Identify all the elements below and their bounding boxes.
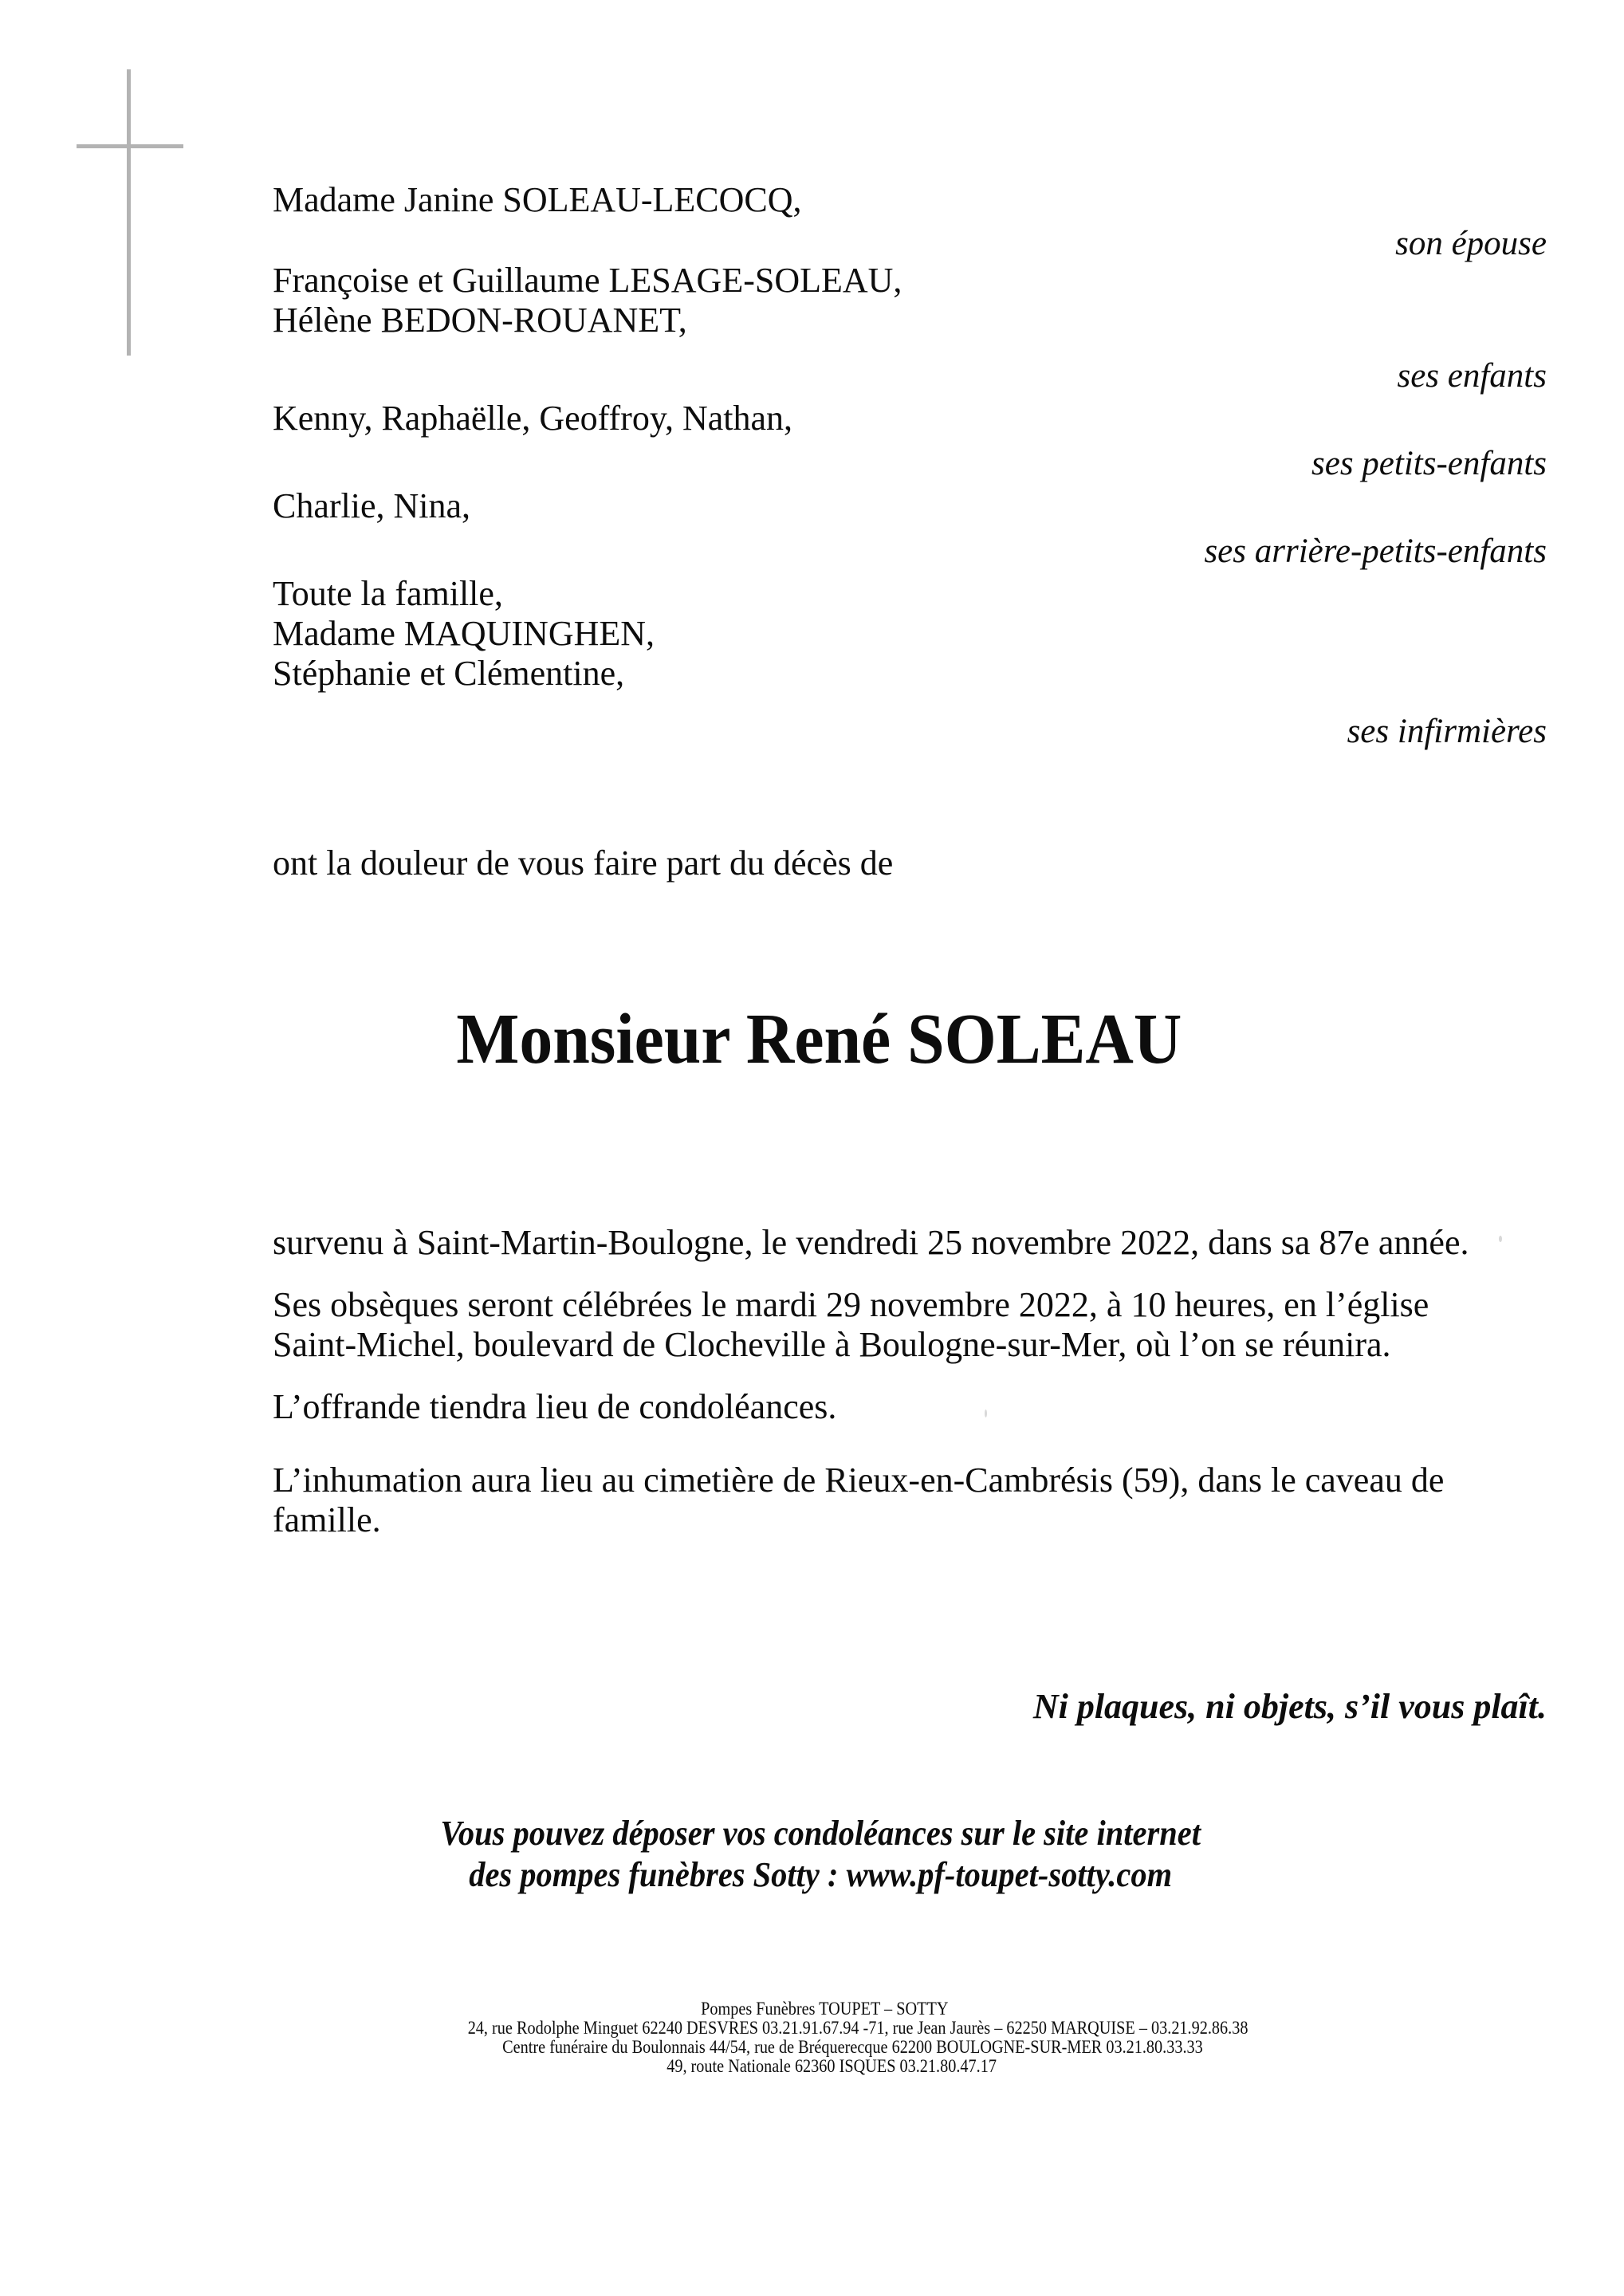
relation-children: ses enfants xyxy=(1397,357,1547,395)
burial-details-line-2: famille. xyxy=(273,1500,381,1539)
funeral-details xyxy=(273,1285,1564,1365)
funeral-home-address-3: 49, route Nationale 62360 ISQUES 03.21.80.47.17 xyxy=(667,2056,997,2076)
family-member-great-grandchildren: Charlie, Nina, xyxy=(273,486,471,525)
family-member-children-2: Hélène BEDON-ROUANET, xyxy=(273,301,687,340)
family-member-spouse: Madame Janine SOLEAU-LECOCQ, xyxy=(273,180,802,219)
funeral-details-line-2: Saint-Michel, boulevard de Clocheville à Boulogne-sur-Mer, où l’on se réunira. xyxy=(273,1325,1391,1364)
funeral-details-line-1: Ses obsèques seront célébrées le mardi 29 novembre 2022, à 10 heures, en l’église xyxy=(273,1285,1429,1324)
family-member-nurses: Stéphanie et Clémentine, xyxy=(273,654,625,693)
cross-horizontal-bar xyxy=(77,144,183,148)
condolences-line-1: Vous pouvez déposer vos condoléances sur le site internet xyxy=(440,1814,1201,1853)
relation-great-grandchildren: ses arrière-petits-enfants xyxy=(1204,533,1547,570)
cross-vertical-bar xyxy=(127,69,131,356)
funeral-home-address-1: 24, rue Rodolphe Minguet 62240 DESVRES 03.21.91.67.94 -71, rue Jean Jaurès – 62250 MARQUISE – 03.21.92.86.38 xyxy=(467,2018,1248,2038)
family-member-whole-family: Toute la famille, xyxy=(273,574,503,613)
offering-note xyxy=(273,1387,1564,1427)
scan-speck xyxy=(985,1409,987,1417)
death-details-text: survenu à Saint-Martin-Boulogne, le vendredi 25 novembre 2022, dans sa 87e année. xyxy=(273,1223,1469,1262)
funeral-home-footer xyxy=(110,1999,1539,2076)
family-member-grandchildren: Kenny, Raphaëlle, Geoffroy, Nathan, xyxy=(273,399,793,438)
scan-speck xyxy=(1499,1236,1502,1242)
death-details xyxy=(273,1223,1564,1263)
announcement-text: ont la douleur de vous faire part du décès de xyxy=(273,843,894,883)
relation-nurses: ses infirmières xyxy=(1347,713,1547,750)
funeral-home-address-2: Centre funéraire du Boulonnais 44/54, rue de Bréquerecque 62200 BOULOGNE-SUR-MER 03.21.80.33.33 xyxy=(502,2037,1203,2057)
no-flowers-notice: Ni plaques, ni objets, s’il vous plaît. xyxy=(1032,1687,1547,1726)
offering-note-text: L’offrande tiendra lieu de condoléances. xyxy=(273,1387,837,1426)
family-member-maquinghen: Madame MAQUINGHEN, xyxy=(273,614,655,653)
relation-spouse: son épouse xyxy=(1395,225,1547,262)
relation-grandchildren: ses petits-enfants xyxy=(1311,445,1547,482)
funeral-home-name: Pompes Funèbres TOUPET – SOTTY xyxy=(701,1999,949,2019)
family-member-children-1: Françoise et Guillaume LESAGE-SOLEAU, xyxy=(273,261,902,300)
burial-details xyxy=(273,1461,1564,1540)
deceased-name: Monsieur René SOLEAU xyxy=(456,1000,1182,1079)
burial-details-line-1: L’inhumation aura lieu au cimetière de Rieux-en-Cambrésis (59), dans le caveau de xyxy=(273,1461,1445,1500)
online-condolences-notice xyxy=(73,1813,1567,1896)
condolences-line-2: des pompes funèbres Sotty : www.pf-toupet-sotty.com xyxy=(469,1855,1173,1894)
